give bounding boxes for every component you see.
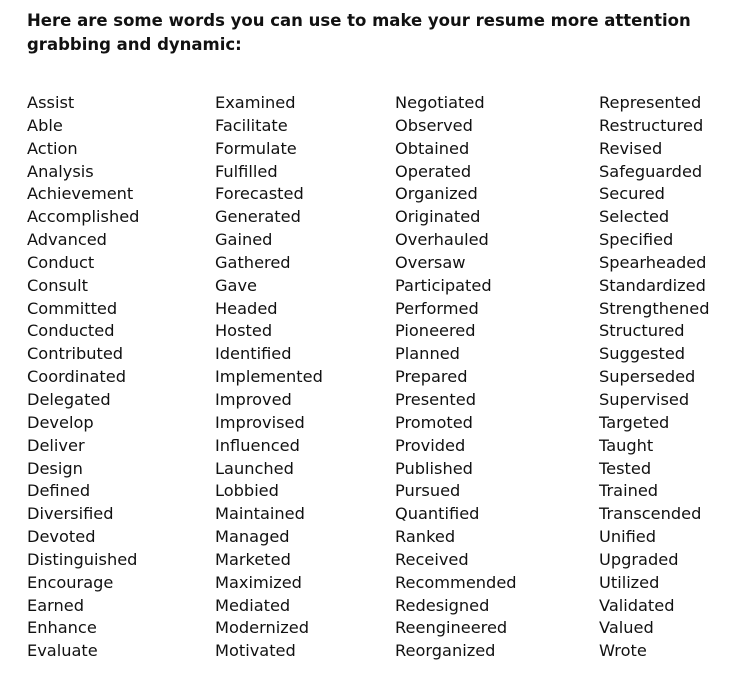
word-item: Maintained — [215, 504, 305, 524]
word-item: Upgraded — [599, 549, 679, 569]
word-item: Reorganized — [395, 641, 496, 661]
word-item: Safeguarded — [599, 161, 703, 181]
word-item: Launched — [215, 458, 294, 478]
word-item: Negotiated — [395, 93, 485, 112]
word-item: Represented — [599, 93, 702, 112]
word-item: Enhance — [27, 618, 97, 638]
word-item: Encourage — [27, 572, 114, 592]
word-item: Standardized — [599, 275, 706, 295]
word-item: Fulfilled — [215, 161, 278, 181]
word-item: Ranked — [395, 527, 456, 547]
word-column-3 — [395, 92, 517, 663]
word-item: Maximized — [215, 572, 302, 592]
word-item: Earned — [27, 595, 85, 615]
word-item: Forecasted — [215, 184, 304, 204]
word-item: Design — [27, 458, 83, 478]
word-item: Evaluate — [27, 641, 98, 661]
word-item: Generated — [215, 207, 301, 227]
word-item: Deliver — [27, 435, 85, 455]
word-item: Secured — [599, 184, 665, 204]
word-item: Oversaw — [395, 252, 466, 272]
word-item: Supervised — [599, 389, 690, 409]
word-item: Hosted — [215, 321, 273, 341]
word-item: Targeted — [599, 412, 670, 432]
word-item: Modernized — [215, 618, 309, 638]
word-item: Performed — [395, 298, 479, 318]
word-item: Provided — [395, 435, 466, 455]
word-item: Taught — [599, 435, 654, 455]
word-item: Prepared — [395, 367, 468, 387]
word-item: Gained — [215, 230, 273, 250]
word-item: Contributed — [27, 344, 124, 364]
word-item: Assist — [27, 93, 75, 112]
word-item: Strengthened — [599, 298, 710, 318]
word-item: Develop — [27, 412, 94, 432]
word-item: Headed — [215, 298, 278, 318]
word-item: Quantified — [395, 504, 480, 524]
word-item: Overhauled — [395, 230, 489, 250]
word-item: Pursued — [395, 481, 461, 501]
word-item: Reengineered — [395, 618, 508, 638]
word-item: Advanced — [27, 230, 107, 250]
word-item: Obtained — [395, 138, 470, 158]
word-item: Action — [27, 138, 78, 158]
word-item: Tested — [599, 458, 652, 478]
word-item: Improvised — [215, 412, 305, 432]
word-item: Conduct — [27, 252, 95, 272]
word-item: Validated — [599, 595, 675, 615]
word-item: Committed — [27, 298, 118, 318]
word-item: Improved — [215, 389, 292, 409]
word-item: Devoted — [27, 527, 96, 547]
word-item: Suggested — [599, 344, 686, 364]
word-item: Trained — [599, 481, 659, 501]
word-item: Managed — [215, 527, 290, 547]
word-item: Recommended — [395, 572, 517, 592]
word-columns — [0, 92, 750, 672]
word-item: Redesigned — [395, 595, 490, 615]
word-item: Consult — [27, 275, 89, 295]
word-item: Implemented — [215, 367, 323, 387]
word-item: Diversified — [27, 504, 114, 524]
word-item: Gave — [215, 275, 258, 295]
word-item: Revised — [599, 138, 663, 158]
word-item: Conducted — [27, 321, 115, 341]
word-item: Participated — [395, 275, 492, 295]
word-item: Planned — [395, 344, 460, 364]
word-item: Coordinated — [27, 367, 127, 387]
word-item: Marketed — [215, 549, 291, 569]
word-item: Able — [27, 115, 63, 135]
word-item: Unified — [599, 527, 657, 547]
word-item: Valued — [599, 618, 654, 638]
word-column-4 — [599, 92, 709, 663]
word-item: Promoted — [395, 412, 473, 432]
word-item: Published — [395, 458, 473, 478]
word-item: Formulate — [215, 138, 297, 158]
word-item: Transcended — [599, 504, 702, 524]
word-item: Observed — [395, 115, 473, 135]
word-item: Selected — [599, 207, 670, 227]
word-column-2 — [215, 92, 323, 663]
word-item: Originated — [395, 207, 481, 227]
word-item: Achievement — [27, 184, 134, 204]
word-item: Motivated — [215, 641, 296, 661]
word-item: Operated — [395, 161, 472, 181]
word-item: Received — [395, 549, 469, 569]
word-item: Facilitate — [215, 115, 288, 135]
word-item: Gathered — [215, 252, 291, 272]
word-item: Spearheaded — [599, 252, 707, 272]
word-item: Influenced — [215, 435, 300, 455]
word-item: Analysis — [27, 161, 94, 181]
word-item: Structured — [599, 321, 685, 341]
word-item: Delegated — [27, 389, 111, 409]
word-item: Examined — [215, 93, 296, 112]
word-column-1 — [27, 92, 139, 663]
word-item: Identified — [215, 344, 292, 364]
word-item: Presented — [395, 389, 476, 409]
word-item: Mediated — [215, 595, 291, 615]
word-item: Pioneered — [395, 321, 476, 341]
word-item: Lobbied — [215, 481, 279, 501]
word-item: Superseded — [599, 367, 696, 387]
word-item: Wrote — [599, 641, 647, 661]
word-item: Restructured — [599, 115, 704, 135]
word-item: Distinguished — [27, 549, 138, 569]
word-item: Utilized — [599, 572, 660, 592]
word-item: Specified — [599, 230, 674, 250]
word-item: Accomplished — [27, 207, 140, 227]
page-heading: Here are some words you can use to make your resume more attention grabbing and dynamic: — [27, 11, 691, 54]
word-item: Organized — [395, 184, 478, 204]
word-item: Defined — [27, 481, 91, 501]
